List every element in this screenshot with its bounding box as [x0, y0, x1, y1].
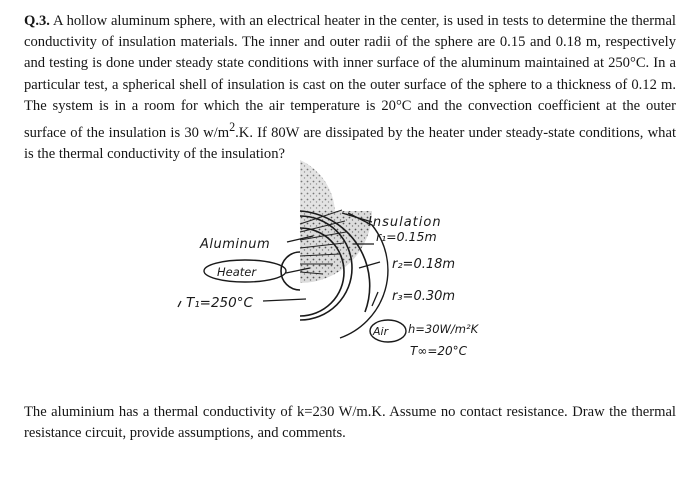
- t1-label: T₁=250°C: [186, 295, 253, 311]
- aluminum-label: Aluminum: [200, 237, 271, 252]
- heater-label: Heater: [217, 265, 257, 279]
- air-label: Air: [373, 325, 389, 338]
- question-body-part1: A hollow aluminum sphere, with an electrical heater in the center, is used in tests to determine the thermal conductivity of insulation materials. The inner and outer radii of the sphere are 0.15 and 0.18 m, respectively and testing is done under steady state conditions with inner surface of the aluminum maintained at 250°C. In a particular test, a spherical shell of insulation is cast on the outer surface of the sphere to a thickness of 0.12 m. The system is in a room for which the air temperature is 20°C and the convection coefficient at the outer surface of the insulation is 30 w/m: [24, 13, 676, 141]
- r3-label: r₃=0.30m: [392, 289, 456, 304]
- question-superscript: 2: [229, 120, 236, 135]
- tinf-label: T∞=20°C: [410, 344, 468, 358]
- insulation-shell-upper: [300, 160, 335, 213]
- footer-text: The aluminium has a thermal conductivity of k=230 W/m.K. Assume no contact resistance. Draw the thermal resistance circuit, provide assumptions, and comments.: [24, 404, 676, 442]
- insulation-label: Insulation: [368, 215, 442, 230]
- r2-label: r₂=0.18m: [392, 257, 456, 272]
- question-body-part2: .K. If 80W are dissipated by the heater under steady-state conditions, what is the thermal conductivity of the insulation?: [24, 124, 677, 163]
- question-number: Q.3.: [24, 13, 50, 29]
- r1-label: r₁=0.15m: [376, 229, 437, 244]
- h-label: h=30W/m²K: [408, 322, 479, 336]
